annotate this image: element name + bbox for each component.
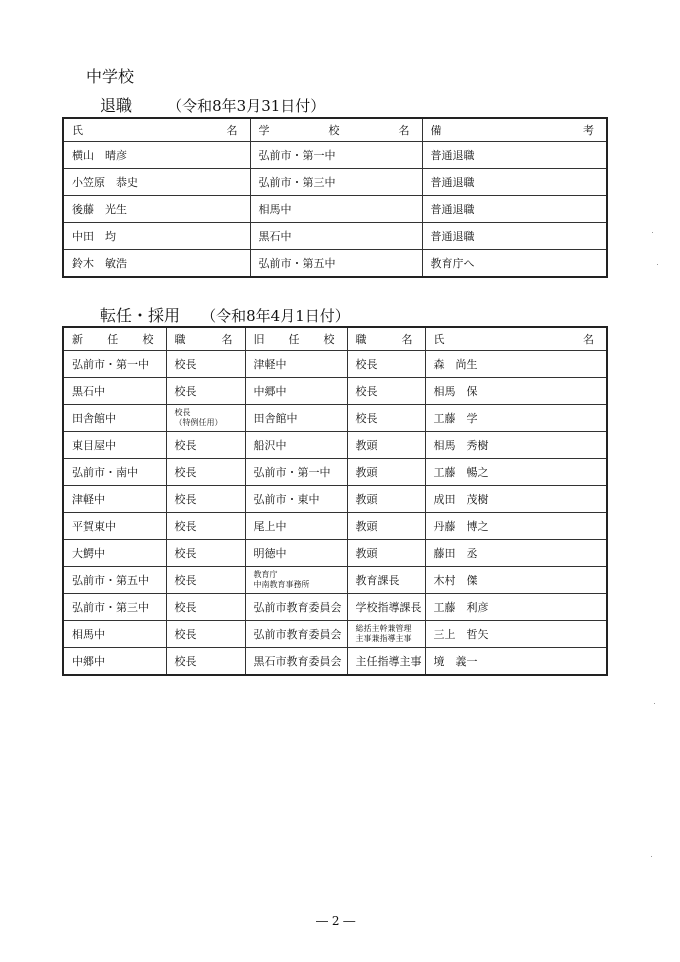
old-school: 田舎館中	[245, 405, 347, 432]
header-note: 備 考	[422, 118, 607, 142]
new-school: 大鰐中	[63, 540, 166, 567]
table-row	[63, 513, 607, 540]
person-name: 中田 均	[63, 223, 250, 250]
header-old-school: 旧 任 校	[245, 327, 347, 351]
person-name: 横山 晴彦	[63, 142, 250, 169]
position: 校長	[166, 513, 245, 540]
transfer-heading	[100, 303, 350, 326]
position: 校長	[166, 621, 245, 648]
person-name: 成田 茂樹	[425, 486, 607, 513]
table-row	[63, 169, 607, 196]
person-name: 相馬 保	[425, 378, 607, 405]
old-school: 弘前市・第一中	[245, 459, 347, 486]
person-name: 小笠原 恭史	[63, 169, 250, 196]
table-row	[63, 594, 607, 621]
position: 校長	[166, 540, 245, 567]
retire-date: （令和8年3月31日付）	[167, 97, 326, 115]
new-school: 中郷中	[63, 648, 166, 676]
old-position: 教頭	[347, 540, 425, 567]
header-name: 氏 名	[63, 118, 250, 142]
old-school: 津軽中	[245, 351, 347, 378]
school-name: 相馬中	[250, 196, 422, 223]
table-row	[63, 432, 607, 459]
transfer-header-row	[63, 327, 607, 351]
note: 普通退職	[422, 142, 607, 169]
position: 校長	[166, 378, 245, 405]
person-name: 藤田 丞	[425, 540, 607, 567]
person-name: 境 義一	[425, 648, 607, 676]
retire-body	[63, 142, 607, 278]
new-school: 相馬中	[63, 621, 166, 648]
note: 教育庁へ	[422, 250, 607, 278]
old-school: 教育庁 中南教育事務所	[245, 567, 347, 594]
transfer-title: 転任・採用	[100, 306, 181, 325]
table-row	[63, 250, 607, 278]
new-school: 平賀東中	[63, 513, 166, 540]
old-school: 船沢中	[245, 432, 347, 459]
table-row	[63, 540, 607, 567]
table-row	[63, 196, 607, 223]
person-name: 工藤 暢之	[425, 459, 607, 486]
old-position: 教頭	[347, 459, 425, 486]
new-school: 弘前市・第三中	[63, 594, 166, 621]
old-position: 校長	[347, 351, 425, 378]
old-position: 教頭	[347, 432, 425, 459]
person-name: 森 尚生	[425, 351, 607, 378]
old-school: 弘前市・東中	[245, 486, 347, 513]
transfer-date: （令和8年4月1日付）	[201, 307, 350, 325]
new-school: 田舎館中	[63, 405, 166, 432]
scan-speck	[657, 264, 658, 265]
scan-speck	[652, 232, 653, 233]
old-position: 教育課長	[347, 567, 425, 594]
transfer-body	[63, 351, 607, 676]
position: 校長	[166, 567, 245, 594]
old-school: 弘前市教育委員会	[245, 594, 347, 621]
old-school: 弘前市教育委員会	[245, 621, 347, 648]
table-row	[63, 351, 607, 378]
header-position: 職 名	[166, 327, 245, 351]
table-row	[63, 378, 607, 405]
retire-heading	[100, 93, 325, 116]
new-school: 弘前市・第五中	[63, 567, 166, 594]
retire-table	[62, 117, 608, 278]
old-school: 尾上中	[245, 513, 347, 540]
old-position: 校長	[347, 405, 425, 432]
old-school: 明徳中	[245, 540, 347, 567]
school-name: 弘前市・第三中	[250, 169, 422, 196]
old-position: 教頭	[347, 513, 425, 540]
old-school: 黒石市教育委員会	[245, 648, 347, 676]
header-school: 学 校 名	[250, 118, 422, 142]
position: 校長	[166, 432, 245, 459]
person-name: 後藤 光生	[63, 196, 250, 223]
person-name: 鈴木 敏浩	[63, 250, 250, 278]
old-position: 教頭	[347, 486, 425, 513]
table-row	[63, 223, 607, 250]
position: 校長	[166, 486, 245, 513]
note: 普通退職	[422, 223, 607, 250]
new-school: 弘前市・第一中	[63, 351, 166, 378]
table-row	[63, 459, 607, 486]
scan-speck	[651, 856, 652, 857]
table-row	[63, 486, 607, 513]
retire-title: 退職	[100, 96, 133, 115]
person-name: 丹藤 博之	[425, 513, 607, 540]
position: 校長 （特例任用）	[166, 405, 245, 432]
new-school: 弘前市・南中	[63, 459, 166, 486]
new-school: 黒石中	[63, 378, 166, 405]
scan-speck	[654, 703, 655, 704]
position: 校長	[166, 648, 245, 676]
person-name: 木村 傑	[425, 567, 607, 594]
old-position: 総括主幹兼管理 主事兼指導主事	[347, 621, 425, 648]
header-old-position: 職 名	[347, 327, 425, 351]
retire-header-row	[63, 118, 607, 142]
person-name: 三上 哲矢	[425, 621, 607, 648]
school-name: 黒石中	[250, 223, 422, 250]
page-number: ― 2 ―	[316, 914, 356, 928]
table-row	[63, 648, 607, 676]
person-name: 相馬 秀樹	[425, 432, 607, 459]
person-name: 工藤 利彦	[425, 594, 607, 621]
old-position: 学校指導課長	[347, 594, 425, 621]
school-name: 弘前市・第一中	[250, 142, 422, 169]
new-school: 東目屋中	[63, 432, 166, 459]
new-school: 津軽中	[63, 486, 166, 513]
table-row	[63, 621, 607, 648]
header-person-name: 氏 名	[425, 327, 607, 351]
note: 普通退職	[422, 196, 607, 223]
header-new-school: 新 任 校	[63, 327, 166, 351]
table-row	[63, 567, 607, 594]
person-name: 工藤 学	[425, 405, 607, 432]
position: 校長	[166, 594, 245, 621]
old-position: 校長	[347, 378, 425, 405]
school-name: 弘前市・第五中	[250, 250, 422, 278]
position: 校長	[166, 459, 245, 486]
position: 校長	[166, 351, 245, 378]
table-row	[63, 142, 607, 169]
transfer-table	[62, 326, 608, 676]
section-title: 中学校	[86, 67, 135, 86]
note: 普通退職	[422, 169, 607, 196]
old-position: 主任指導主事	[347, 648, 425, 676]
table-row	[63, 405, 607, 432]
old-school: 中郷中	[245, 378, 347, 405]
